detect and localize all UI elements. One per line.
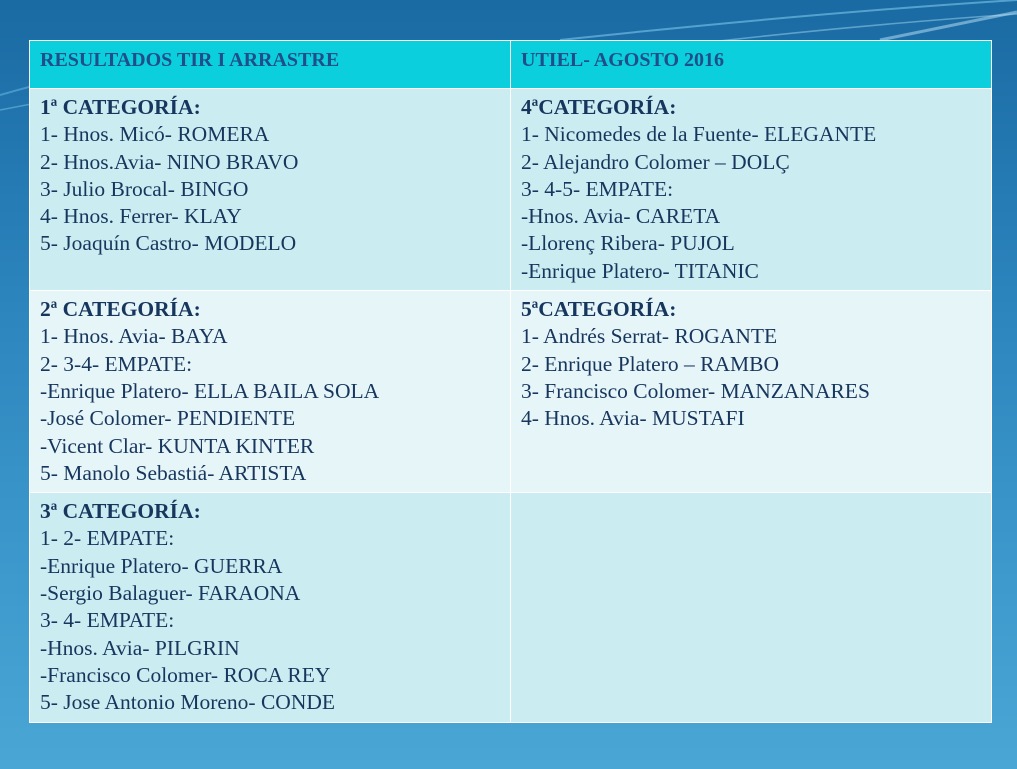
result-line: 2- Enrique Platero – RAMBO	[521, 351, 779, 376]
table-row	[30, 89, 992, 291]
category-5-cell	[511, 291, 992, 493]
results-table	[29, 40, 992, 723]
result-line: -Sergio Balaguer- FARAONA	[40, 581, 301, 606]
category-4-cell	[511, 89, 992, 291]
category-4-title: 4ªCATEGORÍA:	[521, 95, 677, 119]
header-title-cell: RESULTADOS TIR I ARRASTRE	[30, 41, 511, 89]
result-line: 1- Hnos. Avia- BAYA	[40, 324, 228, 349]
result-line: 3- 4- EMPATE:	[40, 608, 175, 633]
result-line: -Francisco Colomer- ROCA REY	[40, 662, 331, 687]
empty-cell	[511, 493, 992, 722]
result-line: 4- Hnos. Avia- MUSTAFI	[521, 406, 745, 431]
result-line: -Llorenç Ribera- PUJOL	[521, 231, 735, 256]
table-row	[30, 291, 992, 493]
category-2-cell	[30, 291, 511, 493]
result-line: 5- Manolo Sebastiá- ARTISTA	[40, 460, 307, 485]
category-2-title: 2ª CATEGORÍA:	[40, 297, 201, 322]
result-line: 2- Alejandro Colomer – DOLÇ	[521, 149, 790, 174]
result-line: 1- Andrés Serrat- ROGANTE	[521, 324, 778, 349]
header-date-cell: UTIEL- AGOSTO 2016	[511, 41, 992, 89]
result-line: -Enrique Platero- TITANIC	[521, 258, 759, 283]
result-line: -Hnos. Avia- CARETA	[521, 204, 721, 229]
result-line: 1- 2- EMPATE:	[40, 526, 175, 551]
category-1-cell	[30, 89, 511, 291]
result-line: 2- Hnos.Avia- NINO BRAVO	[40, 149, 299, 174]
result-line: -Hnos. Avia- PILGRIN	[40, 635, 240, 660]
result-line: 3- 4-5- EMPATE:	[521, 176, 674, 201]
category-5-title: 5ªCATEGORÍA:	[521, 297, 677, 322]
result-line: 5- Joaquín Castro- MODELO	[40, 231, 297, 256]
result-line: 3- Francisco Colomer- MANZANARES	[521, 378, 870, 403]
result-line: 2- 3-4- EMPATE:	[40, 351, 193, 376]
table-header-row	[30, 41, 992, 89]
result-line: 3- Julio Brocal- BINGO	[40, 176, 249, 201]
category-3-cell	[30, 493, 511, 722]
category-3-title: 3ª CATEGORÍA:	[40, 499, 201, 524]
result-line: -Enrique Platero- GUERRA	[40, 553, 283, 578]
table-row	[30, 493, 992, 722]
result-line: -Enrique Platero- ELLA BAILA SOLA	[40, 378, 380, 403]
result-line: 4- Hnos. Ferrer- KLAY	[40, 204, 242, 229]
result-line: -José Colomer- PENDIENTE	[40, 406, 296, 431]
category-1-title: 1ª CATEGORÍA:	[40, 95, 201, 119]
result-line: 1- Nicomedes de la Fuente- ELEGANTE	[521, 122, 877, 147]
result-line: 1- Hnos. Micó- ROMERA	[40, 122, 270, 147]
result-line: -Vicent Clar- KUNTA KINTER	[40, 433, 315, 458]
result-line: 5- Jose Antonio Moreno- CONDE	[40, 690, 336, 715]
